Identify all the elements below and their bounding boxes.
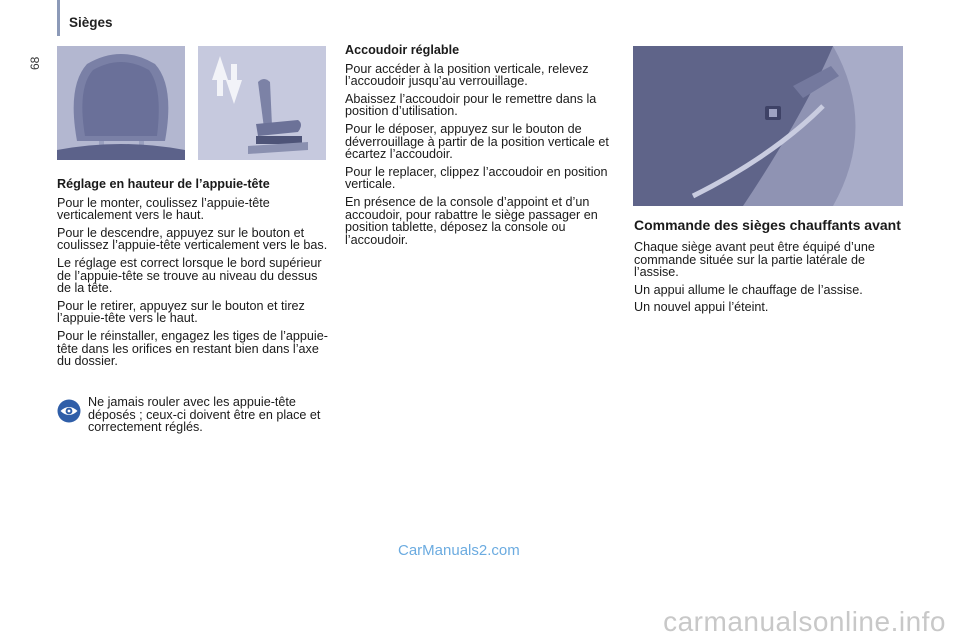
warning-text: Ne jamais rouler avec les appuie-tête déposés ; ceux-ci doivent être en place et correctement réglés. — [88, 395, 321, 435]
eye-icon — [57, 399, 81, 423]
section-title: Sièges — [69, 15, 113, 30]
heated-seats-heading: Commande des sièges chauffants avant — [634, 217, 901, 233]
armrest-paragraph: Pour le replacer, clippez l’accoudoir en position verticale. — [345, 164, 608, 192]
page-number: 68 — [28, 56, 42, 70]
armrest-heading: Accoudoir réglable — [345, 43, 460, 57]
headrest-section — [57, 178, 329, 373]
heated-seats-paragraph: Un appui allume le chauffage de l’assise. — [634, 282, 863, 297]
headrest-paragraph: Le réglage est correct lorsque le bord supérieur de l’appuie-tête se trouve au niveau du dessus de la tête. — [57, 255, 322, 296]
heated-seats-paragraph: Un nouvel appui l’éteint. — [634, 300, 769, 315]
armrest-paragraph: Pour le déposer, appuyez sur le bouton de déverrouillage à partir de la position verticale et écartez l’accoudoir. — [345, 121, 609, 162]
seat-adjust-illustration — [198, 46, 326, 160]
heated-seats-section — [634, 218, 904, 319]
headrest-paragraph: Pour le retirer, appuyez sur le bouton et tirez l’appuie-tête vers le haut. — [57, 298, 305, 326]
armrest-section — [345, 44, 617, 251]
heated-seats-paragraph: Chaque siège avant peut être équipé d’une commande située sur la partie latérale de l’assise. — [634, 240, 875, 280]
center-watermark: CarManuals2.com — [398, 542, 520, 559]
headrest-paragraph: Pour le monter, coulissez l’appuie-tête verticalement vers le haut. — [57, 195, 270, 223]
warning-note — [57, 396, 327, 434]
armrest-paragraph: Pour accéder à la position verticale, relevez l’accoudoir jusqu’au verrouillage. — [345, 61, 589, 89]
section-accent-bar — [57, 0, 60, 36]
headrest-illustration — [57, 46, 185, 160]
armrest-paragraph: En présence de la console d’appoint et d’un accoudoir, pour rabattre le siège passager en position tablette, déposez la console ou l’accoudoir. — [345, 194, 598, 247]
headrest-paragraph: Pour le réinstaller, engagez les tiges de l’appuie-tête dans les orifices en restant bien dans l’axe du dossier. — [57, 328, 328, 369]
footer-watermark: carmanualsonline.info — [663, 606, 946, 637]
heated-seat-control-illustration — [633, 46, 903, 206]
headrest-heading: Réglage en hauteur de l’appuie-tête — [57, 177, 270, 191]
headrest-paragraph: Pour le descendre, appuyez sur le bouton et coulissez l’appuie-tête verticalement vers le bas. — [57, 225, 328, 253]
armrest-paragraph: Abaissez l’accoudoir pour le remettre dans la position d’utilisation. — [345, 91, 597, 119]
